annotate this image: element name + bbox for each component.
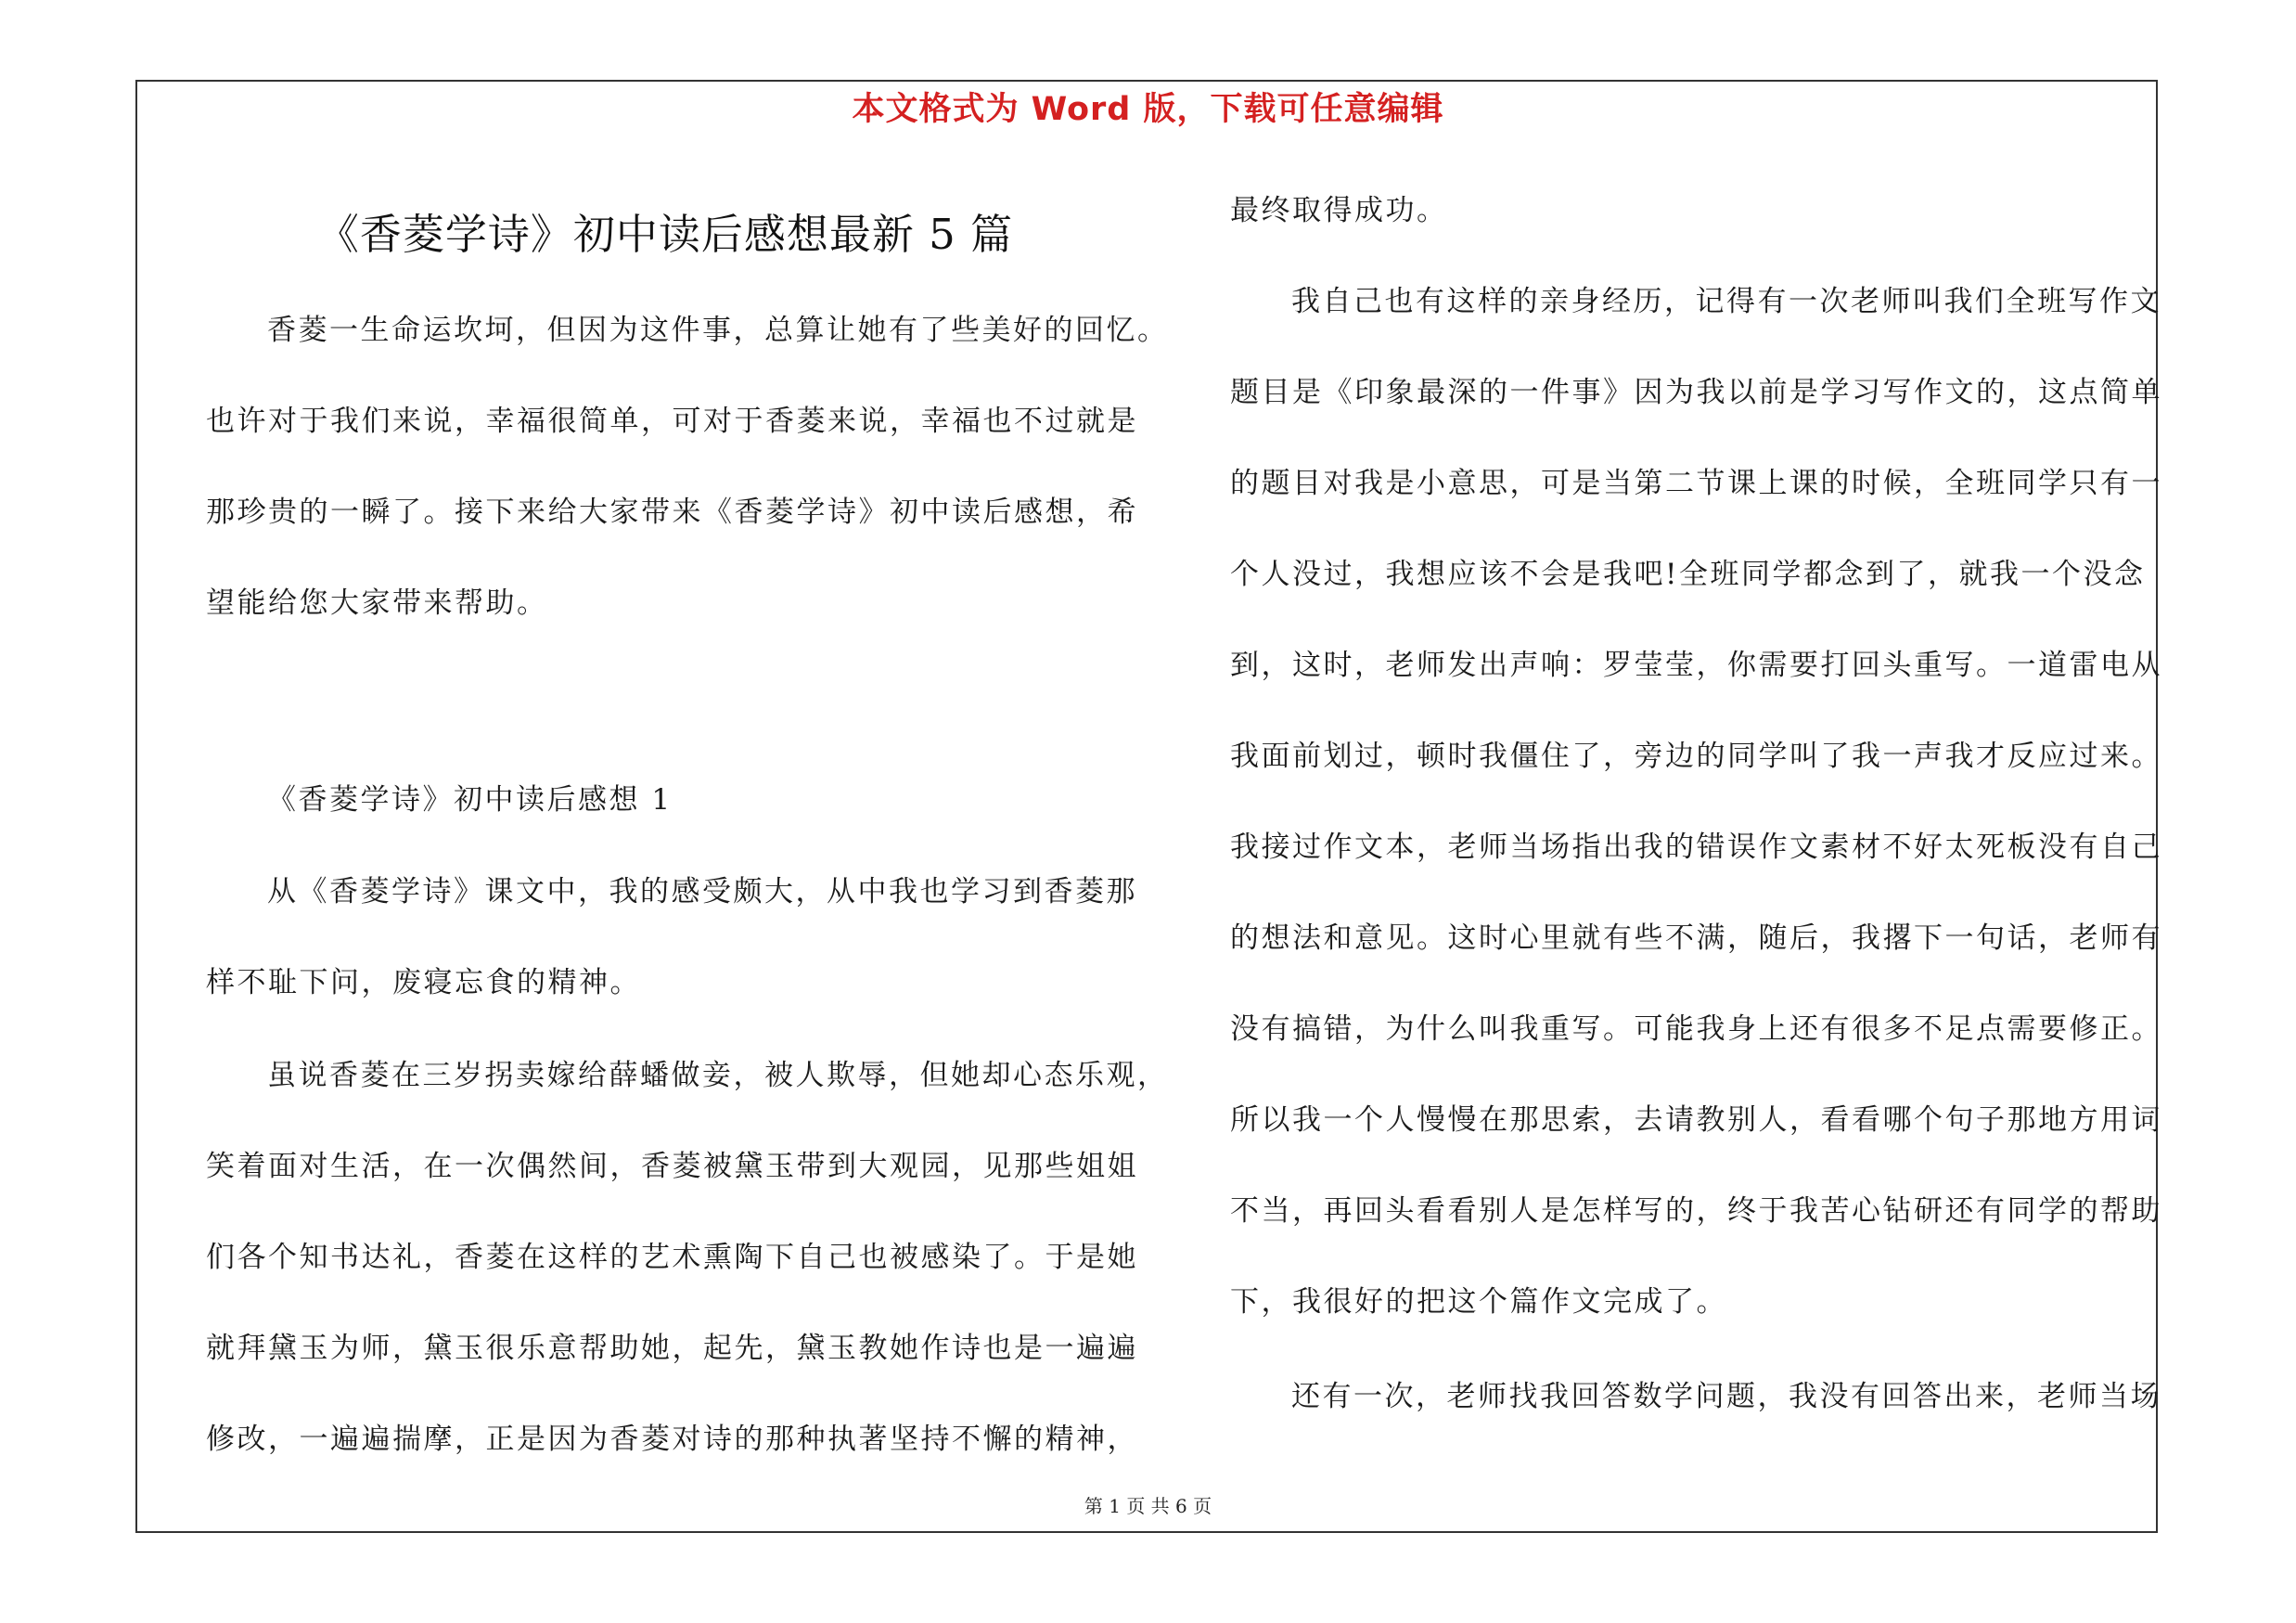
body-paragraph-3 [1230, 256, 2162, 1347]
paragraph-line: 就拜黛玉为师，黛玉很乐意帮助她，起先，黛玉教她作诗也是一遍遍 [206, 1332, 1138, 1365]
paragraph-line: 还有一次，老师找我回答数学问题，我没有回答出来，老师当场 [1291, 1380, 2161, 1413]
paragraph-line: 所以我一个人慢慢在那思索，去请教别人，看看哪个句子那地方用词 [1230, 1103, 2162, 1137]
body-paragraph-4 [1230, 1351, 2161, 1442]
intro-line: 香菱一生命运坎坷，但因为这件事，总算让她有了些美好的回忆。 [267, 314, 1169, 347]
document-title: 《香菱学诗》初中读后感想最新 5 篇 [316, 210, 1014, 259]
paragraph-line: 我自己也有这样的亲身经历，记得有一次老师叫我们全班写作文 [1291, 285, 2161, 318]
intro-line: 那珍贵的一瞬了。接下来给大家带来《香菱学诗》初中读后感想，希 [206, 496, 1138, 529]
page-number-footer: 第 1 页 共 6 页 [1084, 1495, 1212, 1517]
section-heading [206, 754, 1124, 845]
paragraph-line: 到，这时，老师发出声响：罗莹莹，你需要打回头重写。一道雷电从 [1230, 649, 2162, 682]
paragraph-line: 笑着面对生活，在一次偶然间，香菱被黛玉带到大观园，见那些姐姐 [206, 1150, 1138, 1183]
section-heading-text: 《香菱学诗》初中读后感想 1 [267, 783, 673, 817]
intro-line: 望能给您大家带来帮助。 [206, 586, 548, 620]
paragraph-line: 我接过作文本，老师当场指出我的错误作文素材不好太死板没有自己 [1230, 831, 2162, 864]
paragraph-line: 的想法和意见。这时心里就有些不满，随后，我撂下一句话，老师有 [1230, 921, 2162, 955]
paragraph-line: 从《香菱学诗》课文中，我的感受颇大，从中我也学习到香菱那 [267, 875, 1137, 908]
paragraph-line: 不当，再回头看看别人是怎样写的，终于我苦心钻研还有同学的帮助 [1230, 1194, 2162, 1228]
paragraph-line: 下，我很好的把这个篇作文完成了。 [1230, 1285, 1727, 1319]
paragraph-line: 题目是《印象最深的一件事》因为我以前是学习写作文的，这点简单 [1230, 376, 2162, 409]
paragraph-line: 修改，一遍遍揣摩，正是因为香菱对诗的那种执著坚持不懈的精神， [206, 1423, 1138, 1456]
paragraph-line: 我面前划过，顿时我僵住了，旁边的同学叫了我一声我才反应过来。 [1230, 740, 2162, 773]
intro-line: 也许对于我们来说，幸福很简单，可对于香菱来说，幸福也不过就是 [206, 405, 1138, 438]
paragraph-line: 最终取得成功。 [1230, 194, 1448, 227]
paragraph-line: 的题目对我是小意思，可是当第二节课上课的时候，全班同学只有一 [1230, 467, 2162, 500]
paragraph-line: 没有搞错，为什么叫我重写。可能我身上还有很多不足点需要修正。 [1230, 1012, 2162, 1046]
paragraph-line: 样不耻下问，废寝忘食的精神。 [206, 966, 641, 999]
paragraph-line: 个人没过，我想应该不会是我吧!全班同学都念到了，就我一个没念 [1230, 558, 2146, 591]
continuation-paragraph [1230, 165, 2154, 256]
format-banner: 本文格式为 Word 版，下载可任意编辑 [852, 91, 1444, 128]
body-paragraph-1 [206, 846, 1137, 1028]
paragraph-line: 们各个知书达礼，香菱在这样的艺术熏陶下自己也被感染了。于是她 [206, 1241, 1138, 1274]
body-paragraph-2 [206, 1030, 1169, 1485]
intro-paragraph [206, 285, 1169, 649]
paragraph-line: 虽说香菱在三岁拐卖嫁给薛蟠做妾，被人欺辱，但她却心态乐观， [267, 1059, 1169, 1092]
